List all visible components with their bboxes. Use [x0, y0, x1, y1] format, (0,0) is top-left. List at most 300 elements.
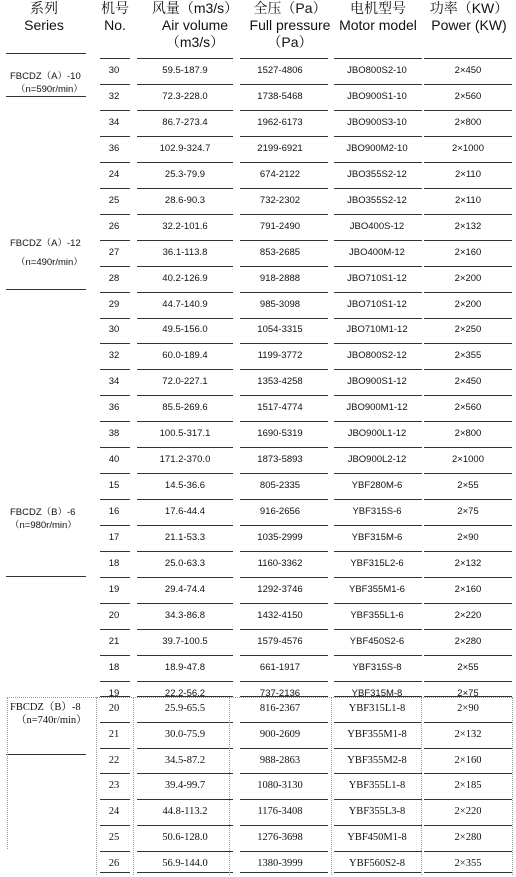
header-motor-cn: 电机型号 [350, 0, 406, 16]
row-divider [240, 499, 328, 500]
pressure-cell: 1579-4576 [257, 636, 303, 647]
fan-no-cell: 21 [108, 636, 120, 647]
row-divider [240, 318, 328, 319]
pressure-cell: 1738-5468 [257, 91, 303, 102]
row-divider [240, 681, 328, 682]
row-divider [240, 421, 328, 422]
fan-no-cell: 30 [108, 324, 120, 335]
power-cell: 2×160 [454, 247, 482, 258]
row-divider [240, 577, 328, 578]
row-divider [424, 748, 512, 749]
row-divider [100, 395, 130, 396]
row-divider [100, 162, 130, 163]
fan-no-cell: 24 [108, 169, 120, 180]
row-divider [240, 240, 328, 241]
row-divider [100, 369, 130, 370]
pressure-cell: 1176-3408 [257, 806, 303, 817]
row-divider [137, 551, 233, 552]
power-cell: 2×90 [457, 703, 479, 714]
row-divider [424, 240, 512, 241]
row-divider [424, 84, 512, 85]
row-divider [240, 84, 328, 85]
row-divider [137, 266, 233, 267]
header-air-cn: 风量（m3/s） [151, 0, 239, 16]
header-no [94, 0, 136, 34]
row-divider [424, 655, 512, 656]
row-divider [424, 872, 512, 873]
power-cell: 2×200 [454, 273, 482, 284]
power-cell: 2×450 [454, 376, 482, 387]
row-divider [100, 447, 130, 448]
row-divider [100, 58, 130, 59]
row-divider [100, 629, 130, 630]
pressure-cell: 1527-4806 [257, 65, 303, 76]
row-divider [137, 851, 233, 852]
header-power-en: Power (KW) [431, 17, 507, 33]
air-volume-cell: 29.4-74.4 [164, 584, 206, 595]
pressure-cell: 661-1917 [259, 662, 301, 673]
pressure-cell: 816-2367 [259, 703, 301, 714]
power-cell: 2×110 [455, 169, 481, 180]
fan-no-cell: 25 [108, 195, 120, 206]
fan-no-cell: 28 [108, 273, 120, 284]
power-cell: 2×55 [457, 662, 479, 673]
header-series-cn: 系列 [30, 0, 58, 16]
row-divider [100, 110, 130, 111]
power-cell: 2×560 [454, 91, 482, 102]
fan-no-cell: 30 [108, 65, 120, 76]
fan-no-cell: 27 [108, 247, 120, 258]
pressure-cell: 900-2609 [259, 729, 301, 740]
row-divider [137, 603, 233, 604]
row-divider [424, 292, 512, 293]
row-divider [137, 110, 233, 111]
air-volume-cell: 34.3-86.8 [164, 610, 206, 621]
row-divider [334, 162, 422, 163]
row-divider [334, 773, 422, 774]
air-volume-cell: 25.3-79.9 [164, 169, 206, 180]
header-no-cn: 机号 [101, 0, 129, 16]
row-divider [240, 851, 328, 852]
series-speed: （n=740r/min） [16, 715, 87, 726]
row-divider [100, 136, 130, 137]
fan-no-cell: 29 [108, 299, 120, 310]
air-volume-cell: 49.5-156.0 [162, 324, 208, 335]
air-volume-cell: 32.2-101.6 [162, 221, 208, 232]
motor-model-cell: YBF560S2-8 [348, 858, 405, 869]
pressure-cell: 1160-3362 [257, 558, 303, 569]
power-cell: 2×75 [457, 506, 479, 517]
air-volume-cell: 171.2-370.0 [159, 454, 211, 465]
fan-no-cell: 25 [108, 832, 120, 843]
row-divider [334, 318, 422, 319]
power-cell: 2×280 [454, 832, 482, 843]
power-cell: 2×450 [454, 65, 482, 76]
fan-no-cell: 38 [108, 428, 120, 439]
motor-model-cell: YBF355L3-8 [348, 806, 406, 817]
air-volume-cell: 100.5-317.1 [159, 428, 211, 439]
row-divider [334, 266, 422, 267]
row-divider [424, 136, 512, 137]
fan-no-cell: 20 [108, 610, 120, 621]
row-divider [137, 421, 233, 422]
motor-model-cell: YBF315L2-6 [350, 558, 404, 569]
row-divider [137, 214, 233, 215]
header-series [3, 0, 85, 34]
row-divider [334, 473, 422, 474]
pressure-cell: 1199-3772 [257, 350, 303, 361]
row-divider [334, 851, 422, 852]
power-cell: 2×132 [454, 558, 482, 569]
series-name: FBCDZ（A）-10 [10, 71, 81, 82]
row-divider [334, 58, 422, 59]
row-divider [100, 499, 130, 500]
air-volume-cell: 44.8-113.2 [162, 806, 208, 817]
motor-model-cell: YBF450S2-6 [349, 636, 405, 647]
row-divider [240, 655, 328, 656]
row-divider [334, 629, 422, 630]
air-volume-cell: 50.6-128.0 [162, 832, 208, 843]
pressure-cell: 1690-5319 [257, 428, 303, 439]
row-divider [240, 825, 328, 826]
row-divider [240, 292, 328, 293]
row-divider [424, 343, 512, 344]
header-no-en: No. [104, 17, 126, 33]
motor-model-cell: YBF450M1-8 [347, 832, 407, 843]
power-cell: 2×355 [454, 350, 482, 361]
header-motor-model [334, 0, 422, 34]
row-divider [100, 748, 130, 749]
motor-model-cell: JBO355S2-12 [347, 195, 407, 206]
air-volume-cell: 14.5-36.6 [164, 480, 206, 491]
header-power-cn: 功率（KW） [429, 0, 509, 16]
motor-model-cell: JBO400S-12 [349, 221, 405, 232]
pressure-cell: 988-2863 [259, 755, 301, 766]
row-divider [100, 343, 130, 344]
row-divider [100, 84, 130, 85]
power-cell: 2×800 [454, 428, 482, 439]
row-divider [334, 84, 422, 85]
air-volume-cell: 86.7-273.4 [162, 117, 208, 128]
motor-model-cell: YBF315M-8 [351, 688, 403, 699]
air-volume-cell: 28.6-90.3 [164, 195, 206, 206]
motor-model-cell: JBO710S1-12 [347, 299, 407, 310]
air-volume-cell: 40.2-126.9 [162, 273, 208, 284]
air-volume-cell: 39.4-99.7 [164, 780, 206, 791]
row-divider [424, 214, 512, 215]
row-divider [137, 343, 233, 344]
motor-model-cell: YBF280M-6 [351, 480, 403, 491]
row-divider [100, 722, 130, 723]
row-divider [424, 395, 512, 396]
row-divider [137, 188, 233, 189]
motor-model-cell: JBO800S2-10 [347, 65, 407, 76]
fan-no-cell: 21 [108, 729, 120, 740]
power-cell: 2×132 [454, 729, 482, 740]
row-divider [240, 773, 328, 774]
header-air-unit: （m3/s） [165, 34, 225, 50]
header-power [424, 0, 514, 34]
row-divider [137, 58, 233, 59]
fan-no-cell: 15 [108, 480, 120, 491]
row-divider [100, 799, 130, 800]
pressure-cell: 1380-3999 [257, 858, 303, 869]
row-divider [100, 872, 130, 873]
air-volume-cell: 85.5-269.6 [162, 402, 208, 413]
row-divider [240, 343, 328, 344]
fan-no-cell: 24 [108, 806, 120, 817]
row-divider [334, 136, 422, 137]
series-name: FBCDZ（B）-8 [10, 702, 81, 713]
row-divider [137, 395, 233, 396]
pressure-cell: 853-2685 [259, 247, 301, 258]
row-divider [424, 447, 512, 448]
row-divider [240, 136, 328, 137]
pressure-cell: 1873-5893 [257, 454, 303, 465]
series-divider [6, 576, 86, 577]
row-divider [334, 110, 422, 111]
row-divider [100, 603, 130, 604]
power-cell: 2×560 [454, 402, 482, 413]
series-divider [6, 289, 86, 290]
row-divider [137, 655, 233, 656]
motor-model-cell: JBO400M-12 [349, 247, 405, 258]
air-volume-cell: 36.1-113.8 [162, 247, 208, 258]
row-divider [334, 214, 422, 215]
row-divider [334, 551, 422, 552]
motor-model-cell: JBO900L1-12 [347, 428, 407, 439]
fan-no-cell: 40 [108, 454, 120, 465]
motor-model-cell: JBO710M1-12 [346, 324, 408, 335]
row-divider [334, 655, 422, 656]
row-divider [240, 525, 328, 526]
row-divider [424, 499, 512, 500]
row-divider [424, 473, 512, 474]
power-cell: 2×280 [454, 636, 482, 647]
pressure-cell: 985-3098 [259, 299, 301, 310]
row-divider [137, 369, 233, 370]
row-divider [137, 577, 233, 578]
air-volume-cell: 102.9-324.7 [159, 143, 211, 154]
row-divider [137, 473, 233, 474]
power-cell: 2×185 [454, 780, 482, 791]
power-cell: 2×250 [454, 324, 482, 335]
fan-no-cell: 32 [108, 350, 120, 361]
air-volume-cell: 17.6-44.4 [164, 506, 206, 517]
air-volume-cell: 21.1-53.3 [164, 532, 206, 543]
pressure-cell: 1353-4258 [257, 376, 303, 387]
pressure-cell: 918-2888 [259, 273, 301, 284]
power-cell: 2×160 [454, 584, 482, 595]
motor-model-cell: JBO900M1-12 [346, 402, 408, 413]
row-divider [334, 421, 422, 422]
motor-model-cell: JBO900M2-10 [346, 143, 408, 154]
header-pressure-unit: （Pa） [267, 34, 313, 50]
header-air-volume [136, 0, 254, 51]
pressure-cell: 916-2656 [259, 506, 301, 517]
row-divider [137, 447, 233, 448]
fan-no-cell: 18 [108, 662, 120, 673]
row-divider [137, 799, 233, 800]
header-pressure-en: Full pressure [249, 17, 331, 33]
row-divider [334, 525, 422, 526]
fan-no-cell: 16 [108, 506, 120, 517]
motor-model-cell: YBF355M1-6 [349, 584, 405, 595]
row-divider [100, 240, 130, 241]
fan-no-cell: 32 [108, 91, 120, 102]
row-divider [424, 188, 512, 189]
row-divider [334, 343, 422, 344]
power-cell: 2×355 [454, 858, 482, 869]
air-volume-cell: 25.0-63.3 [164, 558, 206, 569]
motor-model-cell: JBO900S1-10 [347, 91, 407, 102]
fan-no-cell: 26 [108, 858, 120, 869]
motor-model-cell: JBO355S2-12 [347, 169, 407, 180]
air-volume-cell: 22.2-56.2 [164, 688, 206, 699]
row-divider [424, 603, 512, 604]
power-cell: 2×1000 [452, 454, 484, 465]
motor-model-cell: JBO900S3-10 [347, 117, 407, 128]
row-divider [240, 473, 328, 474]
row-divider [240, 603, 328, 604]
power-cell: 2×220 [454, 806, 482, 817]
row-divider [424, 58, 512, 59]
motor-model-cell: JBO710S1-12 [347, 273, 407, 284]
power-cell: 2×75 [457, 688, 479, 699]
power-cell: 2×160 [454, 755, 482, 766]
power-cell: 2×55 [457, 480, 479, 491]
row-divider [424, 577, 512, 578]
row-divider [424, 722, 512, 723]
row-divider [100, 318, 130, 319]
row-divider [334, 722, 422, 723]
motor-model-cell: YBF315S-6 [352, 506, 402, 517]
row-divider [424, 825, 512, 826]
row-divider [240, 722, 328, 723]
fan-no-cell: 34 [108, 117, 120, 128]
power-cell: 2×132 [454, 221, 482, 232]
row-divider [334, 395, 422, 396]
row-divider [424, 681, 512, 682]
row-divider [240, 162, 328, 163]
row-divider [334, 292, 422, 293]
pressure-cell: 732-2302 [259, 195, 301, 206]
power-cell: 2×200 [454, 299, 482, 310]
row-divider [424, 629, 512, 630]
fan-no-cell: 18 [108, 558, 120, 569]
header-full-pressure [240, 0, 340, 51]
header-pressure-cn: 全压（Pa） [253, 0, 327, 16]
row-divider [137, 629, 233, 630]
row-divider [100, 473, 130, 474]
pressure-cell: 1292-3746 [257, 584, 303, 595]
row-divider [137, 499, 233, 500]
row-divider [137, 825, 233, 826]
series-speed: （n=590r/min） [16, 84, 83, 95]
motor-model-cell: YBF355M1-8 [347, 729, 407, 740]
air-volume-cell: 44.7-140.9 [162, 299, 208, 310]
fan-no-cell: 19 [108, 688, 120, 699]
row-divider [137, 773, 233, 774]
fan-no-cell: 20 [108, 703, 120, 714]
row-divider [424, 369, 512, 370]
air-volume-cell: 30.0-75.9 [164, 729, 206, 740]
row-divider [100, 655, 130, 656]
row-divider [424, 773, 512, 774]
row-divider [334, 369, 422, 370]
row-divider [424, 110, 512, 111]
row-divider [137, 525, 233, 526]
row-divider [100, 214, 130, 215]
series-speed: （n=490r/min） [16, 257, 83, 268]
row-divider [100, 266, 130, 267]
motor-model-cell: YBF315L1-8 [348, 703, 406, 714]
air-volume-cell: 60.0-189.4 [162, 350, 208, 361]
air-volume-cell: 34.5-87.2 [164, 755, 206, 766]
row-divider [137, 722, 233, 723]
row-divider [137, 872, 233, 873]
pressure-cell: 2199-6921 [257, 143, 303, 154]
pressure-cell: 1054-3315 [257, 324, 303, 335]
row-divider [424, 551, 512, 552]
pressure-cell: 1432-4150 [257, 610, 303, 621]
air-volume-cell: 59.5-187.9 [162, 65, 208, 76]
row-divider [334, 799, 422, 800]
header-series-en: Series [24, 17, 64, 33]
row-divider [240, 266, 328, 267]
row-divider [100, 773, 130, 774]
row-divider [424, 421, 512, 422]
row-divider [240, 214, 328, 215]
fan-no-cell: 36 [108, 402, 120, 413]
pressure-cell: 737-2136 [259, 688, 301, 699]
row-divider [100, 681, 130, 682]
air-volume-cell: 25.9-65.5 [164, 703, 206, 714]
motor-model-cell: JBO900S1-12 [347, 376, 407, 387]
motor-model-cell: JBO900L2-12 [347, 454, 407, 465]
pressure-cell: 1080-3130 [257, 780, 303, 791]
row-divider [334, 447, 422, 448]
power-cell: 2×90 [457, 532, 479, 543]
series-name: FBCDZ（B）-6 [10, 507, 76, 518]
column-guide [7, 697, 8, 849]
row-divider [424, 162, 512, 163]
pressure-cell: 805-2335 [259, 480, 301, 491]
row-divider [424, 318, 512, 319]
row-divider [334, 188, 422, 189]
motor-model-cell: YBF355L1-6 [350, 610, 404, 621]
pressure-cell: 674-2122 [259, 169, 301, 180]
fan-no-cell: 26 [108, 221, 120, 232]
pressure-cell: 1035-2999 [257, 532, 303, 543]
power-cell: 2×800 [454, 117, 482, 128]
row-divider [137, 681, 233, 682]
row-divider [100, 525, 130, 526]
motor-model-cell: YBF315S-8 [352, 662, 402, 673]
air-volume-cell: 72.0-227.1 [162, 376, 208, 387]
series-divider [6, 53, 86, 54]
row-divider [334, 681, 422, 682]
row-divider [334, 240, 422, 241]
row-divider [137, 292, 233, 293]
row-divider [100, 851, 130, 852]
row-divider [240, 110, 328, 111]
row-divider [240, 188, 328, 189]
row-divider [137, 748, 233, 749]
header-air-en: Air volume [161, 17, 229, 33]
air-volume-cell: 39.7-100.5 [162, 636, 208, 647]
row-divider [100, 825, 130, 826]
